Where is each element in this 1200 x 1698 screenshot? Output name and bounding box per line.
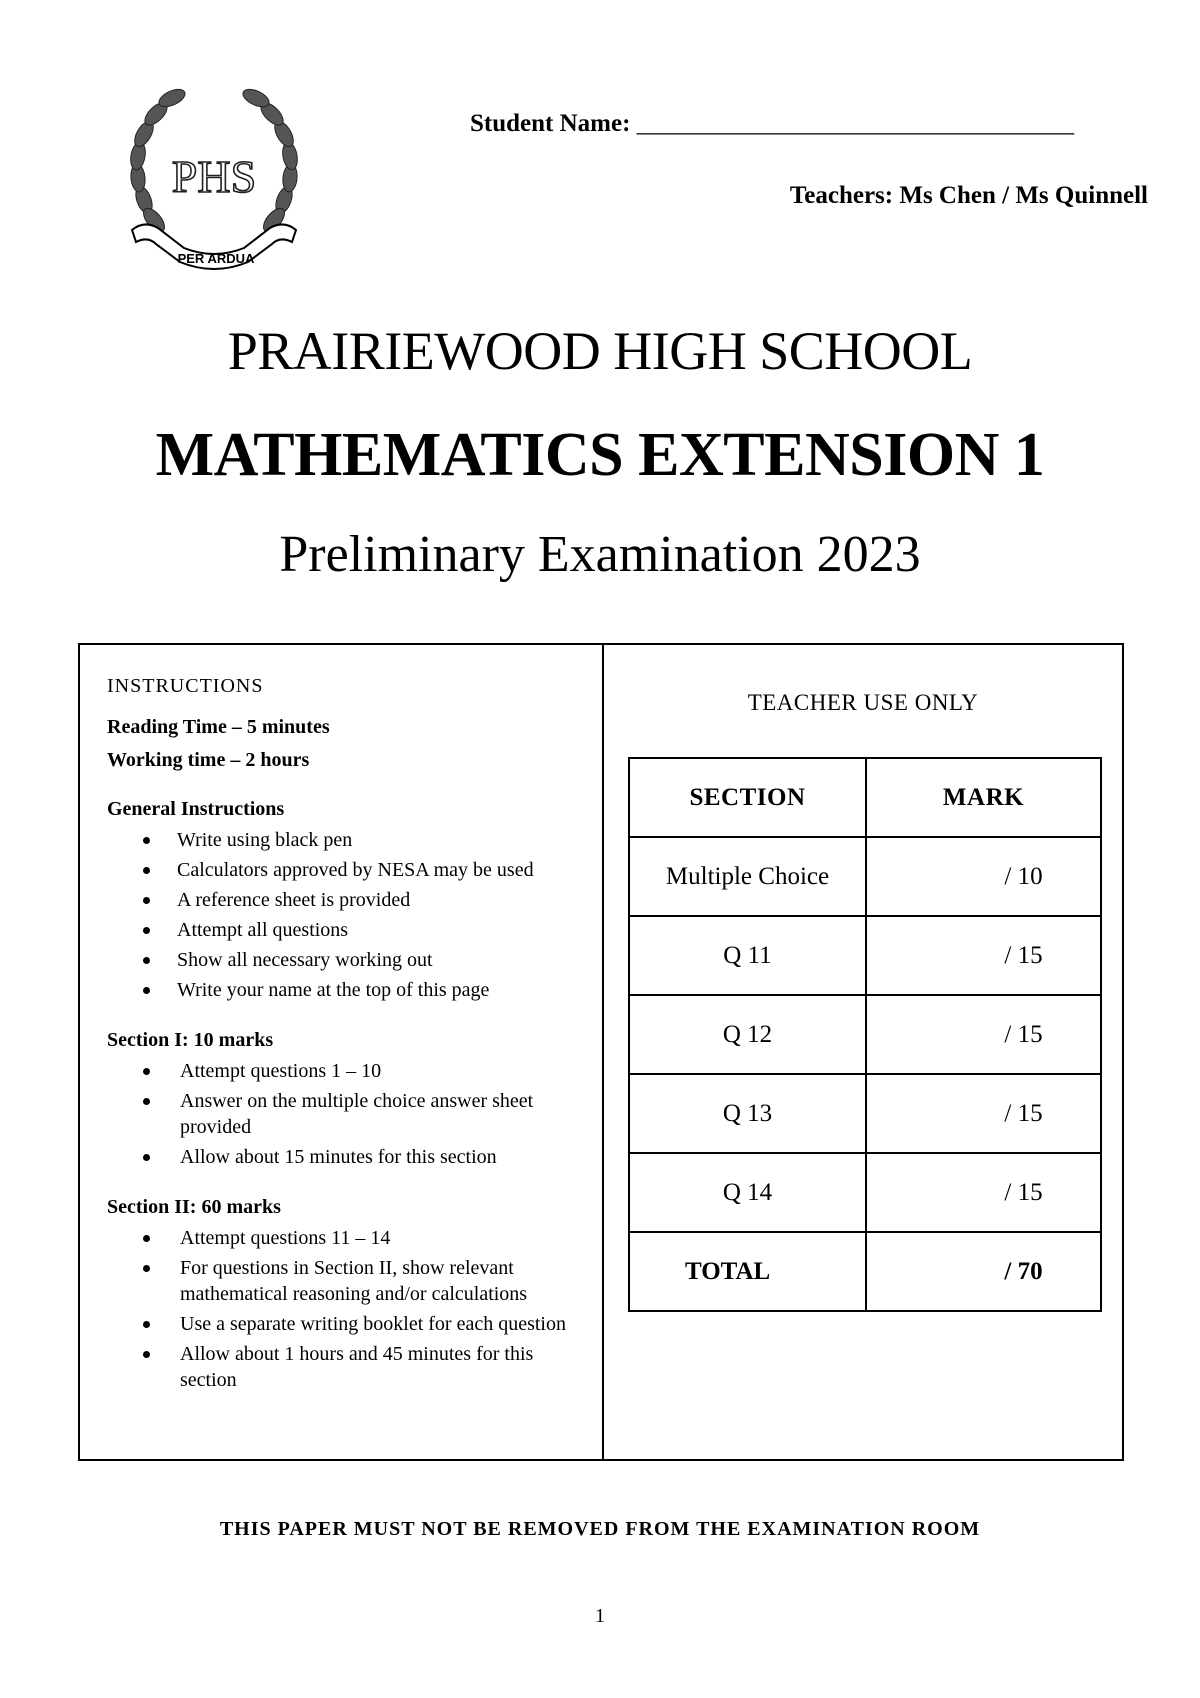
subject-title: MATHEMATICS EXTENSION 1 [155, 421, 1045, 489]
table-row [629, 916, 1101, 995]
table-row [629, 1153, 1101, 1232]
table-header-row [629, 758, 1101, 837]
section-cell: Q 14 [629, 1153, 866, 1232]
table-row [629, 1074, 1101, 1153]
list-item: Use a separate writing booklet for each question [180, 1311, 602, 1337]
school-name: PRAIRIEWOOD HIGH SCHOOL [227, 321, 973, 381]
total-mark-cell[interactable]: / 70 [866, 1232, 1101, 1311]
column-header-section: SECTION [629, 758, 866, 837]
instructions-panel [80, 645, 604, 1459]
section1-list [107, 1058, 602, 1170]
page-number: 1 [595, 1605, 605, 1627]
column-header-mark: MARK [866, 758, 1101, 837]
instructions-heading: INSTRUCTIONS [107, 675, 264, 697]
list-item: For questions in Section II, show relevant mathematical reasoning and/or calculations [180, 1255, 602, 1307]
list-item: Write your name at the top of this page [177, 977, 602, 1003]
logo-monogram: PHS [171, 151, 257, 202]
list-item: Answer on the multiple choice answer sheet provided [180, 1088, 602, 1140]
reading-time: Reading Time – 5 minutes [107, 716, 330, 738]
list-item: Write using black pen [177, 827, 602, 853]
section-cell: Q 11 [629, 916, 866, 995]
list-item: Allow about 1 hours and 45 minutes for this section [180, 1341, 602, 1393]
section-cell: Q 12 [629, 995, 866, 1074]
total-row [629, 1232, 1101, 1311]
mark-cell[interactable]: / 15 [866, 916, 1101, 995]
teachers-line: Teachers: Ms Chen / Ms Quinnell [789, 182, 1148, 209]
logo-motto: PER ARDUA [177, 251, 255, 266]
list-item: Attempt all questions [177, 917, 602, 943]
section1-heading: Section I: 10 marks [107, 1029, 274, 1051]
teacher-use-panel [604, 645, 1122, 1459]
general-instructions-heading: General Instructions [107, 798, 285, 820]
table-row [629, 837, 1101, 916]
list-item: Allow about 15 minutes for this section [180, 1144, 602, 1170]
teacher-use-heading: TEACHER USE ONLY [747, 690, 979, 715]
list-item: Attempt questions 1 – 10 [180, 1058, 602, 1084]
mark-cell[interactable]: / 15 [866, 1153, 1101, 1232]
footer-note: THIS PAPER MUST NOT BE REMOVED FROM THE EXAMINATION ROOM [219, 1518, 981, 1540]
section-cell: Q 13 [629, 1074, 866, 1153]
total-label: TOTAL [629, 1232, 866, 1311]
list-item: Calculators approved by NESA may be used [177, 857, 602, 883]
info-box [78, 643, 1124, 1461]
section2-heading: Section II: 60 marks [107, 1196, 281, 1218]
mark-cell[interactable]: / 15 [866, 1074, 1101, 1153]
list-item: A reference sheet is provided [177, 887, 602, 913]
list-item: Show all necessary working out [177, 947, 602, 973]
section2-list [107, 1225, 602, 1393]
marks-table [628, 757, 1102, 1312]
student-name-label: Student Name: [470, 110, 631, 137]
school-crest-logo [124, 80, 304, 270]
section-cell: Multiple Choice [629, 837, 866, 916]
mark-cell[interactable]: / 10 [866, 837, 1101, 916]
list-item: Attempt questions 11 – 14 [180, 1225, 602, 1251]
mark-cell[interactable]: / 15 [866, 995, 1101, 1074]
student-name-line[interactable]: ___________________________________ [636, 110, 1075, 137]
exam-title: Preliminary Examination 2023 [279, 526, 921, 583]
table-row [629, 995, 1101, 1074]
student-name-field[interactable] [470, 110, 1074, 138]
general-instructions-list [107, 827, 602, 1003]
working-time: Working time – 2 hours [107, 749, 310, 771]
